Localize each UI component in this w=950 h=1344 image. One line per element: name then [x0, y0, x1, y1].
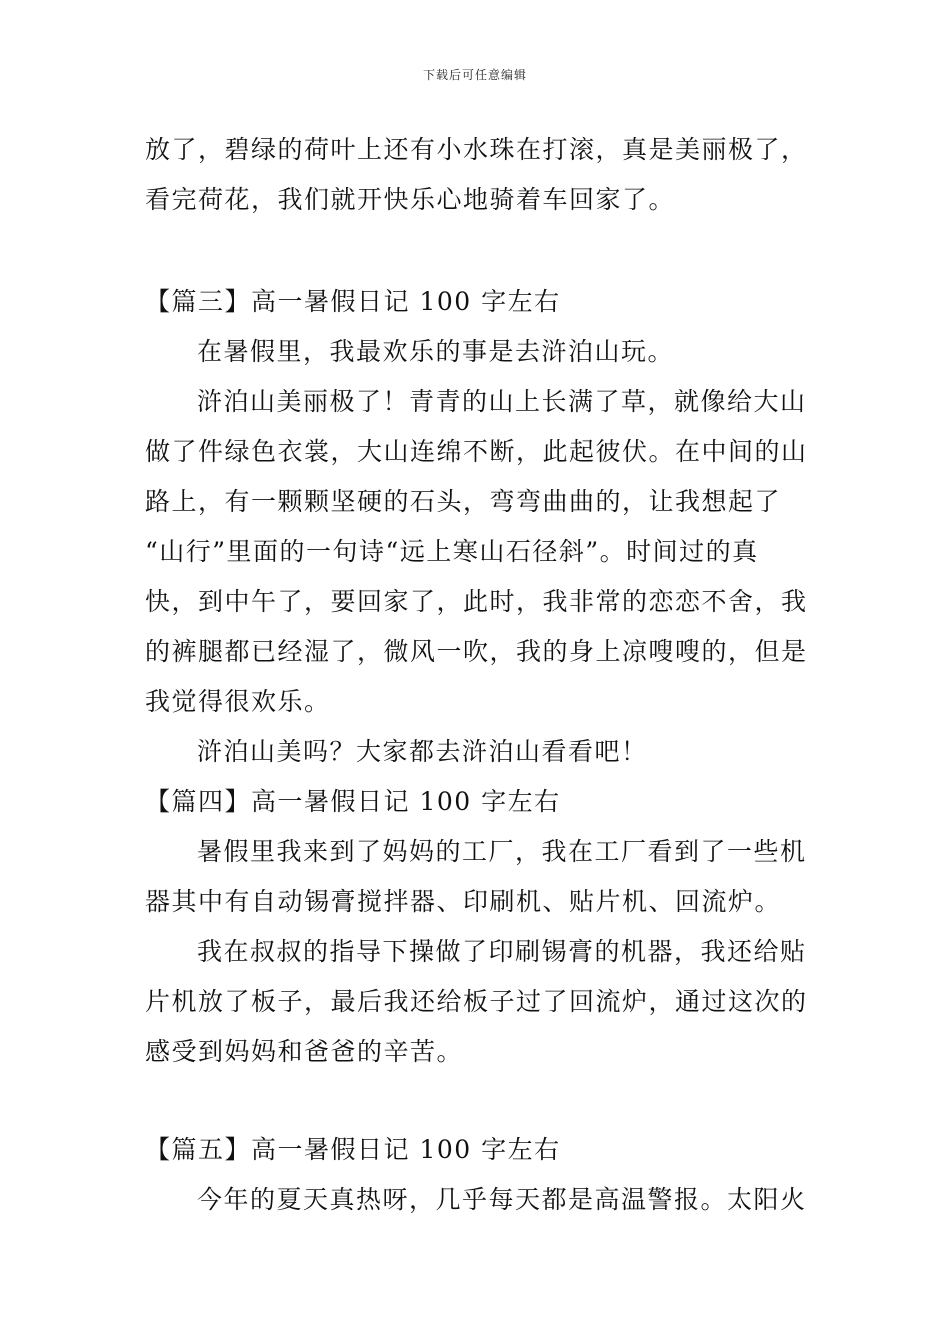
- text-line: 浒泊山美吗？大家都去浒泊山看看吧！: [197, 737, 648, 766]
- section-heading: 【篇五】高一暑假日记 100 字左右: [145, 1135, 561, 1164]
- section-heading: 【篇三】高一暑假日记 100 字左右: [145, 287, 561, 316]
- text-line: 浒泊山美丽极了！青青的山上长满了草，就像给大山: [197, 387, 807, 416]
- text-line: 快，到中午了，要回家了，此时，我非常的恋恋不舍，我: [145, 587, 808, 616]
- section-heading: 【篇四】高一暑假日记 100 字左右: [145, 787, 561, 816]
- text-line: 看完荷花，我们就开快乐心地骑着车回家了。: [145, 185, 676, 214]
- text-line: 的裤腿都已经湿了，微风一吹，我的身上凉嗖嗖的，但是: [145, 637, 808, 666]
- text-line: 我在叔叔的指导下操做了印刷锡膏的机器，我还给贴: [197, 937, 807, 966]
- text-line: 器其中有自动锡膏搅拌器、印刷机、贴片机、回流炉。: [145, 887, 782, 916]
- text-line: 放了，碧绿的荷叶上还有小水珠在打滚，真是美丽极了，: [145, 135, 808, 164]
- text-line: 在暑假里，我最欢乐的事是去浒泊山玩。: [197, 337, 675, 366]
- text-line: 我觉得很欢乐。: [145, 687, 331, 716]
- text-line: 暑假里我来到了妈妈的工厂，我在工厂看到了一些机: [197, 837, 807, 866]
- text-line: 片机放了板子，最后我还给板子过了回流炉，通过这次的: [145, 987, 808, 1016]
- text-line: 今年的夏天真热呀，几乎每天都是高温警报。太阳火: [197, 1185, 807, 1214]
- text-line: “山行”里面的一句诗“远上寒山石径斜”。时间过的真: [145, 537, 759, 566]
- page-header: 下载后可任意编辑: [422, 68, 527, 82]
- text-line: 做了件绿色衣裳，大山连绵不断，此起彼伏。在中间的山: [145, 437, 808, 466]
- text-line: 感受到妈妈和爸爸的辛苦。: [145, 1037, 464, 1066]
- text-line: 路上，有一颗颗坚硬的石头，弯弯曲曲的，让我想起了: [145, 487, 782, 516]
